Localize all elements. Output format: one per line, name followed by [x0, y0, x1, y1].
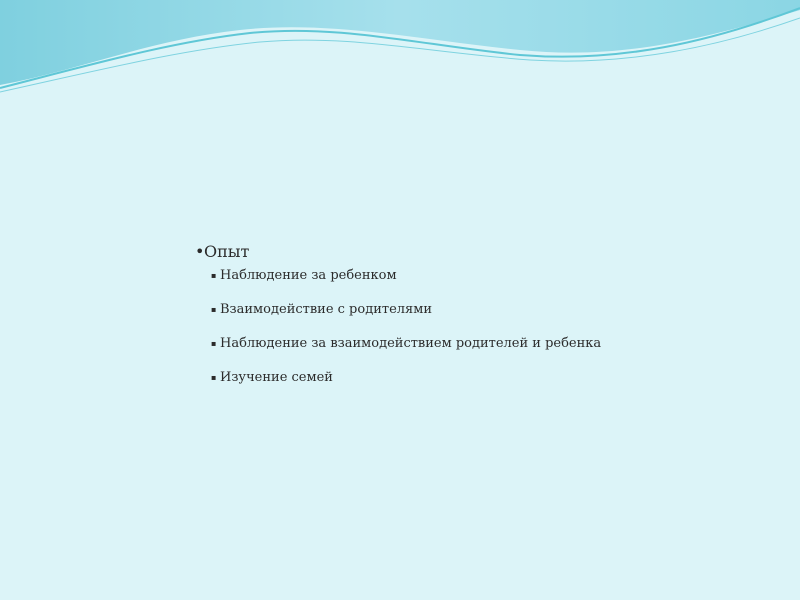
list-item: ▪ Наблюдение за ребенком [211, 268, 755, 284]
slide-content [195, 242, 755, 404]
bullet-list [195, 268, 755, 386]
list-item: ▪ Наблюдение за взаимодействием родителей и ребенка [211, 336, 755, 352]
slide-heading: • Опыт [195, 242, 755, 262]
decorative-wave-header [0, 0, 800, 100]
list-item: ▪ Взаимодействие с родителями [211, 302, 755, 318]
list-item: ▪ Изучение семей [211, 370, 755, 386]
